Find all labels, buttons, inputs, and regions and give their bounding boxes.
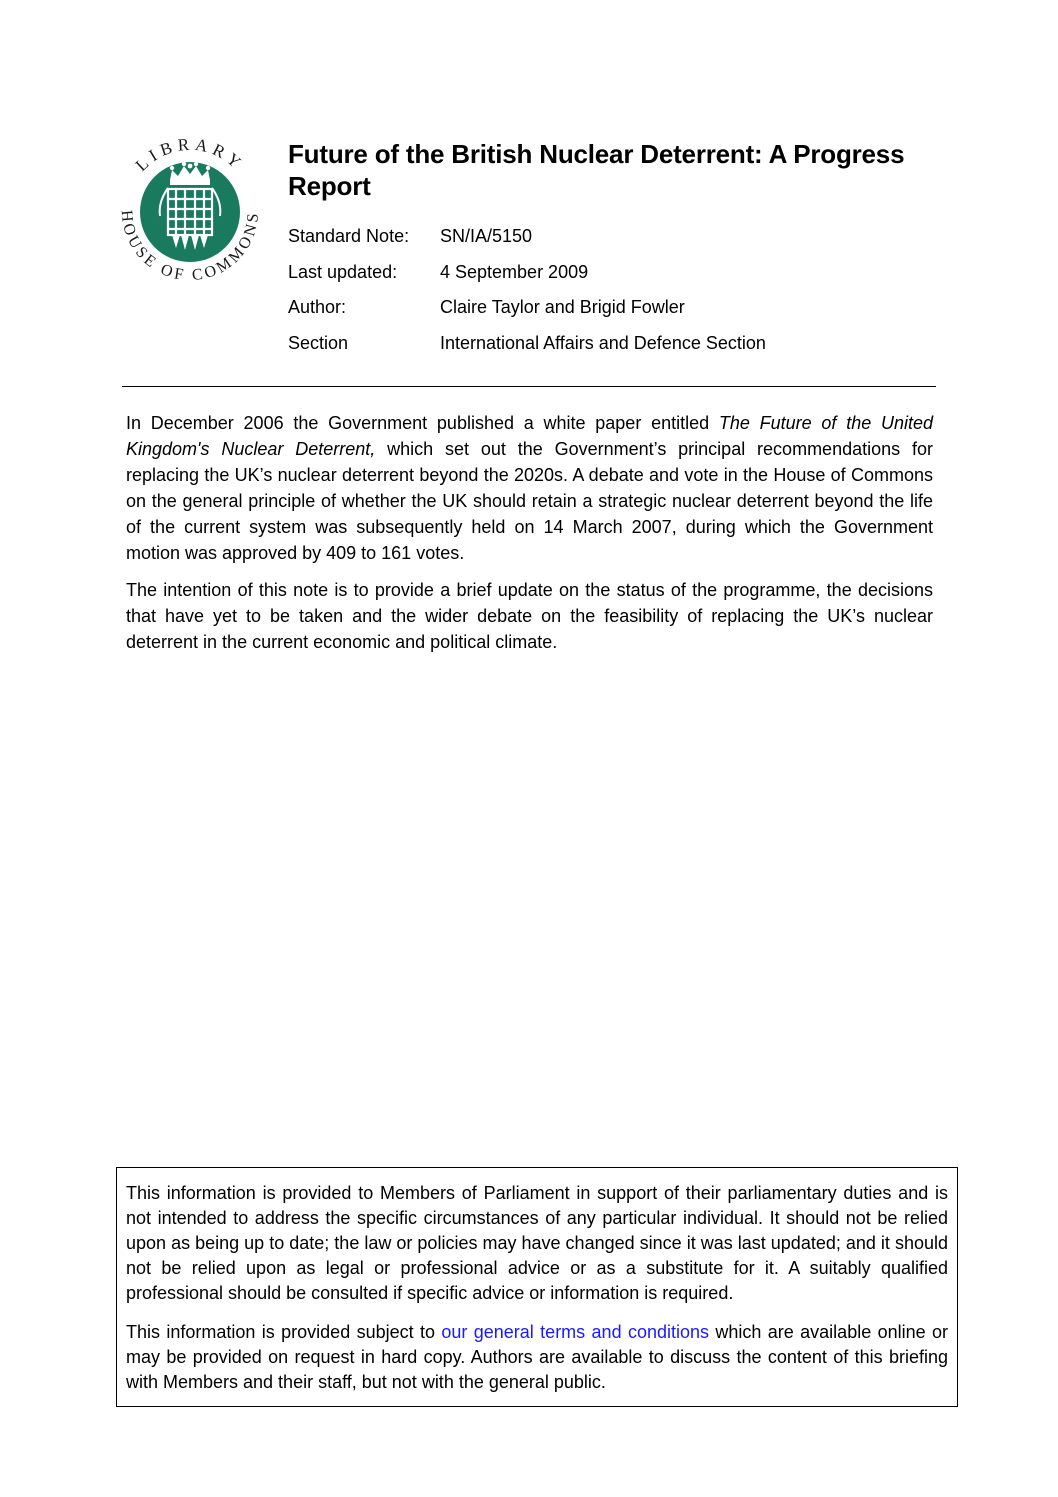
disclaimer-paragraph: This information is provided to Members of Parliament in support of their parliamentary duties and is not intended to address the specific circumstances of any particular individual. It should not be relied upon as being up to date; the law or policies may have changed since it was last updated; and it should not be relied upon as legal or professional advice or as a substitute for it. A suitably qualified professional should be consulted if specific advice or information is required. xyxy=(126,1183,948,1303)
meta-value: Claire Taylor and Brigid Fowler xyxy=(440,297,685,317)
meta-label: Author: xyxy=(288,297,347,317)
terms-and-conditions-link[interactable]: our general terms and conditions xyxy=(441,1322,710,1342)
meta-label: Last updated: xyxy=(288,261,398,282)
portcullis-icon xyxy=(110,132,270,292)
disclaimer-text: which are available online or may be provided on request in hard copy. Authors are available to discuss the content of this briefing with Members and their staff, but not with the general public. xyxy=(126,1322,949,1392)
meta-standard-note xyxy=(288,222,928,258)
disclaimer-text: This information is provided subject to xyxy=(126,1322,442,1342)
summary-text: In December 2006 the Government published a white paper entitled xyxy=(126,413,719,433)
meta-value: 4 September 2009 xyxy=(440,261,589,282)
header-divider xyxy=(122,386,936,387)
summary-text: which set out the Government’s principal recommendations for replacing the UK’s nuclear deterrent beyond the 2020s. A debate and vote in the House of Commons on the general principle of whether the UK should retain a strategic nuclear deterrent beyond the life of the current system was subsequently held on 14 March 2007, during which the Government motion was approved by 409 to 161 votes. xyxy=(126,439,933,563)
meta-author xyxy=(288,293,928,329)
svg-text:HOUSE OF COMMONS: HOUSE OF COMMONS xyxy=(117,209,263,285)
disclaimer-paragraph xyxy=(126,1320,948,1395)
document-title: Future of the British Nuclear Deterrent: A Progress Report xyxy=(288,139,905,201)
meta-section xyxy=(288,329,928,365)
summary-paragraph: The intention of this note is to provide a brief update on the status of the programme, the decisions that have yet to be taken and the wider debate on the feasibility of replacing the UK’s nuclear deterrent in the current economic and political climate. xyxy=(126,580,933,652)
summary xyxy=(126,410,933,666)
document-metadata xyxy=(288,222,928,364)
meta-label: Section xyxy=(288,332,349,353)
white-paper-title: The Future of the United Kingdom's Nuclear Deterrent, xyxy=(126,413,933,459)
meta-value: SN/IA/5150 xyxy=(440,226,533,246)
meta-label: Standard Note: xyxy=(288,226,410,246)
summary-paragraph xyxy=(126,410,933,566)
svg-text:LIBRARY: LIBRARY xyxy=(131,134,249,175)
disclaimer-box xyxy=(116,1167,958,1407)
house-of-commons-library-logo xyxy=(110,132,270,292)
meta-value: International Affairs and Defence Section xyxy=(440,332,766,353)
meta-last-updated xyxy=(288,258,928,294)
